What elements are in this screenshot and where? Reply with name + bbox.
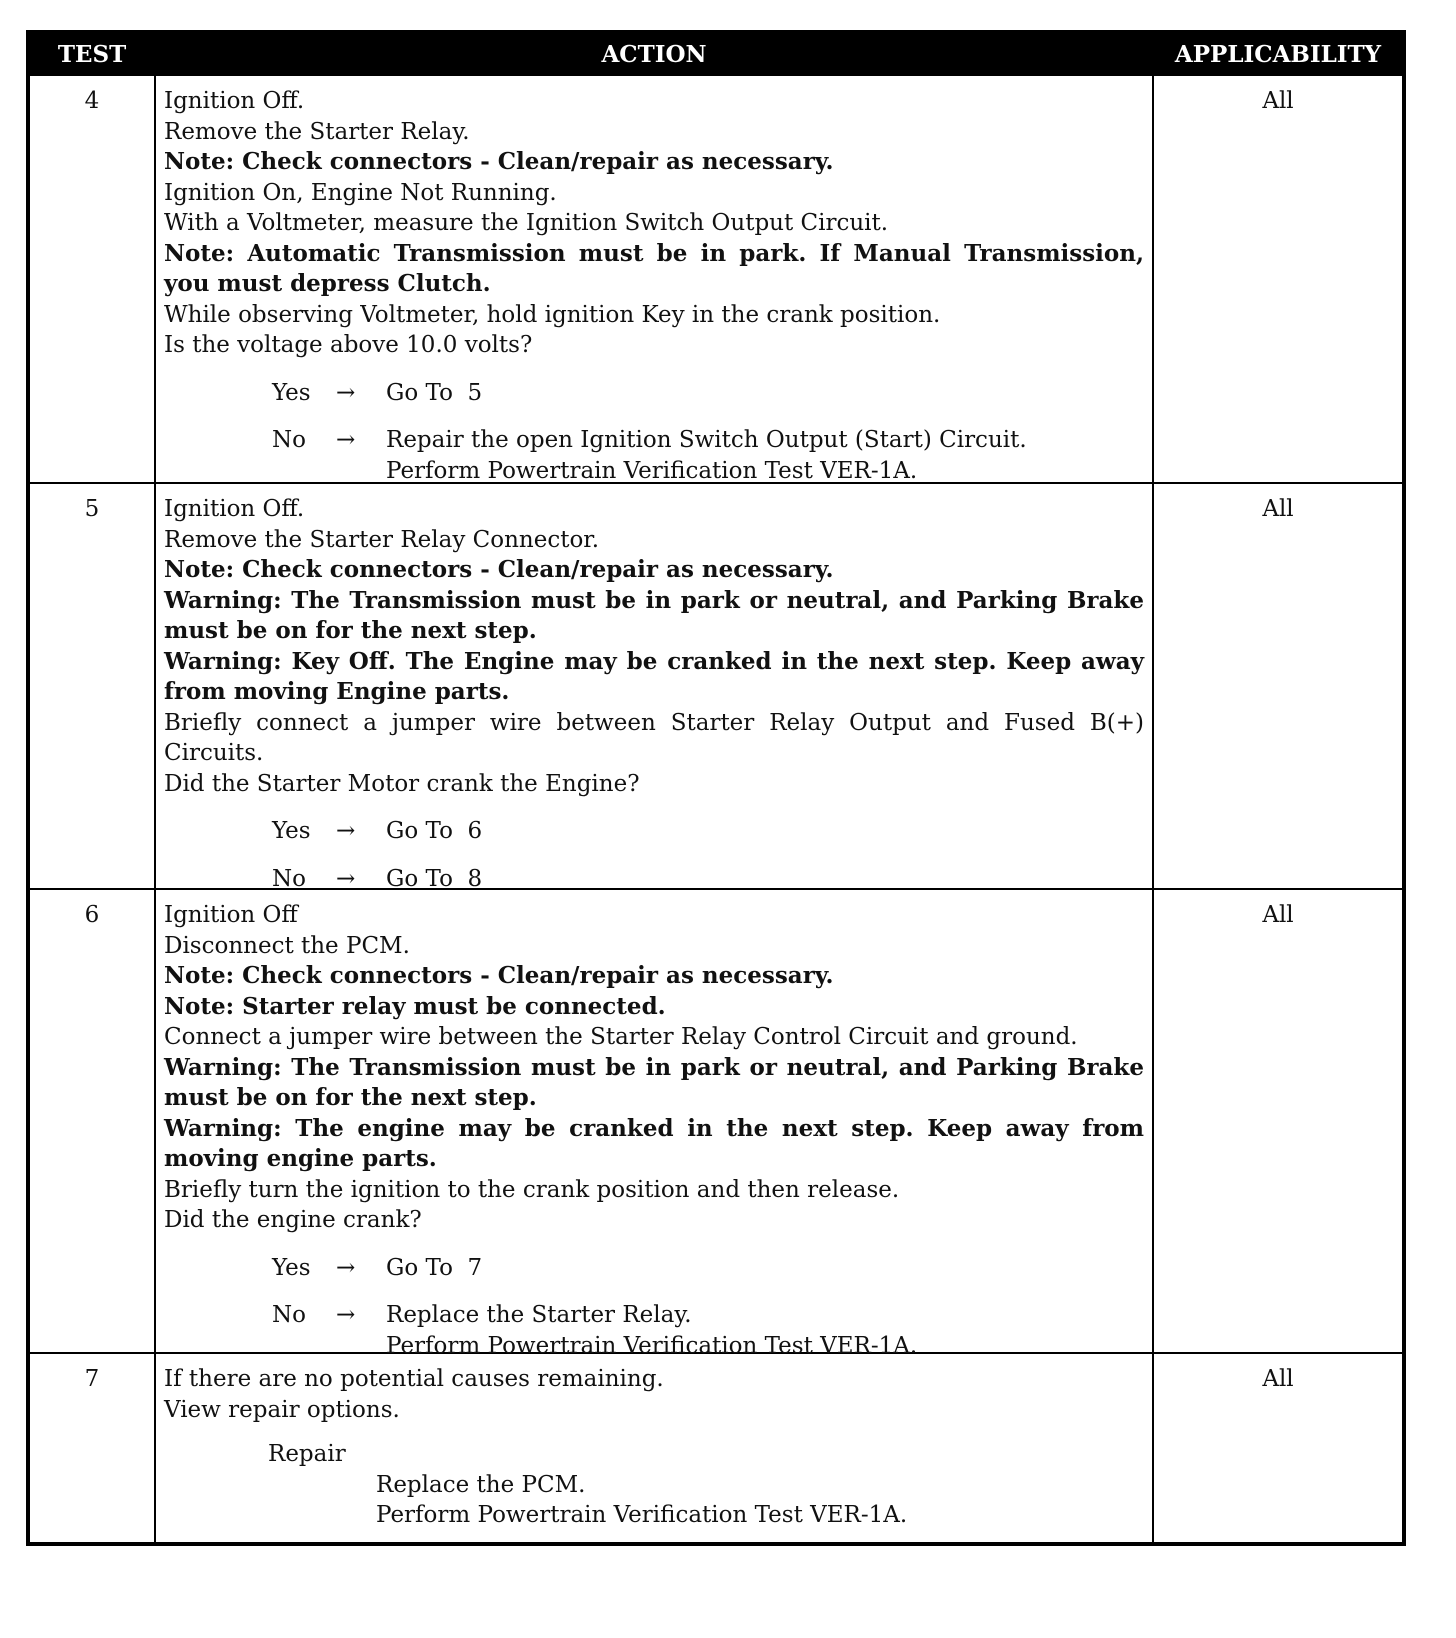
question-line: Is the voltage above 10.0 volts? — [164, 332, 533, 358]
action-line: Ignition Off — [164, 902, 298, 928]
action-line: Remove the Starter Relay. — [164, 118, 470, 145]
header-test: TEST — [57, 40, 127, 68]
note-line: Note: Check connectors - Clean/repair as necessary. — [164, 962, 834, 989]
yes-result — [272, 816, 1144, 847]
repair-block — [268, 1439, 1144, 1531]
action-line: If there are no potential causes remaining. — [164, 1366, 664, 1392]
yes-target: Go To 5 — [386, 379, 483, 406]
table-row — [30, 1352, 1402, 1542]
action-line: Ignition On, Engine Not Running. — [164, 179, 557, 206]
no-result — [272, 1300, 1144, 1361]
no-target — [386, 1300, 917, 1361]
arrow-icon: → — [336, 1254, 356, 1281]
no-label: No — [272, 427, 306, 453]
applicability-cell: All — [1262, 88, 1294, 114]
arrow-icon: → — [336, 1302, 356, 1328]
repair-label: Repair — [268, 1441, 346, 1467]
table-header — [30, 34, 1402, 74]
applicability-cell: All — [1262, 496, 1294, 522]
repair-line: Replace the PCM. — [376, 1471, 586, 1498]
warning-line: Warning: The Transmission must be in park or neutral, and Parking Brake must be on for the next step. — [164, 1053, 1144, 1111]
action-line: Briefly connect a jumper wire between Starter Relay Output and Fused B(+) Circuits. — [164, 709, 1144, 766]
diagnostic-table — [26, 30, 1406, 1546]
yes-result — [272, 378, 1144, 409]
no-text-line: Perform Powertrain Verification Test VER-1A. — [386, 1332, 918, 1359]
header-action: ACTION — [601, 40, 707, 68]
applicability-cell: All — [1262, 1366, 1294, 1392]
action-line: With a Voltmeter, measure the Ignition Switch Output Circuit. — [164, 210, 889, 236]
no-target: Go To 8 — [386, 865, 483, 892]
table-row — [30, 482, 1402, 892]
no-result — [272, 425, 1144, 486]
table-row — [30, 888, 1402, 1359]
warning-line: Warning: The engine may be cranked in the next step. Keep away from moving engine parts. — [164, 1114, 1144, 1172]
test-number: 7 — [84, 1366, 100, 1392]
note-line: Note: Check connectors - Clean/repair as necessary. — [164, 148, 834, 175]
action-line: Ignition Off. — [164, 88, 305, 114]
yes-label: Yes — [272, 379, 311, 406]
action-line: Connect a jumper wire between the Starter Relay Control Circuit and ground. — [164, 1024, 1078, 1050]
action-line: Disconnect the PCM. — [164, 932, 410, 959]
action-cell — [154, 890, 1154, 1359]
repair-line: Perform Powertrain Verification Test VER-1A. — [376, 1502, 908, 1528]
arrow-icon: → — [336, 379, 356, 406]
arrow-icon: → — [336, 818, 356, 844]
yes-target: Go To 6 — [386, 818, 483, 844]
action-cell — [154, 1354, 1154, 1542]
yes-result — [272, 1253, 1144, 1284]
action-line: Briefly turn the ignition to the crank position and then release. — [164, 1176, 900, 1203]
no-text-line: Perform Powertrain Verification Test VER-1A. — [386, 457, 918, 484]
test-number: 4 — [84, 88, 100, 114]
action-cell — [154, 484, 1154, 892]
no-target — [386, 425, 1027, 486]
note-line: Note: Check connectors - Clean/repair as necessary. — [164, 556, 834, 583]
note-line: Note: Starter relay must be connected. — [164, 992, 666, 1020]
applicability-cell: All — [1262, 902, 1294, 928]
action-line: Ignition Off. — [164, 496, 305, 522]
yes-label: Yes — [272, 818, 311, 844]
warning-line: Warning: Key Off. The Engine may be cranked in the next step. Keep away from moving Engine parts. — [164, 647, 1144, 705]
action-line: While observing Voltmeter, hold ignition Key in the crank position. — [164, 301, 941, 328]
test-number: 6 — [84, 902, 100, 928]
yes-target: Go To 7 — [386, 1254, 483, 1281]
no-label: No — [272, 865, 306, 892]
warning-line: Warning: The Transmission must be in park or neutral, and Parking Brake must be on for the next step. — [164, 586, 1144, 644]
table-row — [30, 74, 1402, 482]
action-cell — [154, 76, 1154, 482]
action-line: View repair options. — [164, 1396, 400, 1423]
no-text-line: Repair the open Ignition Switch Output (Start) Circuit. — [386, 427, 1027, 453]
arrow-icon: → — [336, 865, 356, 892]
yes-label: Yes — [272, 1254, 311, 1281]
arrow-icon: → — [336, 427, 356, 453]
action-line: Remove the Starter Relay Connector. — [164, 526, 600, 553]
test-number: 5 — [84, 496, 100, 522]
note-line: Note: Automatic Transmission must be in park. If Manual Transmission, you must depress Clutch. — [164, 239, 1144, 297]
header-applicability: APPLICABILITY — [1174, 40, 1382, 68]
no-text-line: Replace the Starter Relay. — [386, 1302, 692, 1328]
question-line: Did the engine crank? — [164, 1207, 422, 1233]
no-label: No — [272, 1302, 306, 1328]
question-line: Did the Starter Motor crank the Engine? — [164, 770, 640, 797]
